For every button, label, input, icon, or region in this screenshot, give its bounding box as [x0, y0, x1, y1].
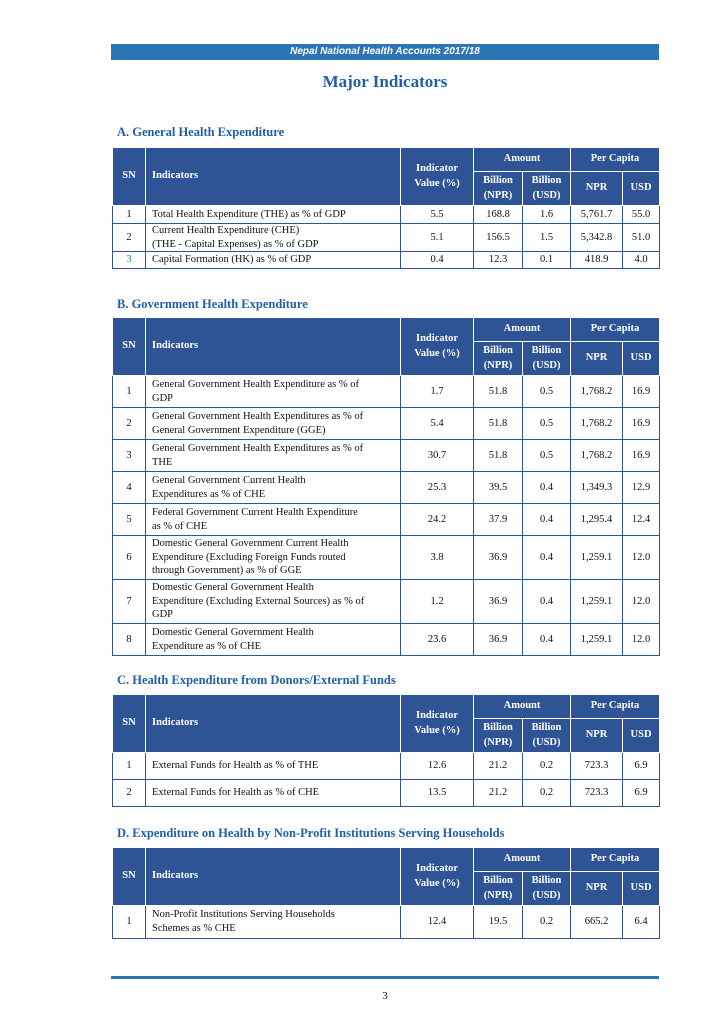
- cell-indicator-value: 5.4: [401, 408, 474, 440]
- cell-indicator-value: 24.2: [401, 504, 474, 536]
- cell-indicator-value: 0.4: [401, 252, 474, 269]
- header-sn: SN: [113, 695, 146, 753]
- header-npr: NPR: [571, 172, 623, 206]
- footer-rule: [111, 976, 659, 979]
- cell-indicator: [146, 440, 401, 472]
- cell-per-capita-usd: 51.0: [623, 224, 660, 252]
- cell-per-capita-usd: 12.0: [623, 580, 660, 624]
- cell-billion-usd: 0.2: [523, 780, 571, 807]
- table-government-health-expenditure: [112, 317, 660, 656]
- cell-billion-usd: 0.2: [523, 906, 571, 939]
- header-indicator-value: [401, 148, 474, 206]
- header-indicator-value-line1: Indicator: [416, 333, 458, 345]
- cell-billion-usd: 0.5: [523, 408, 571, 440]
- header-billion-npr-line1: Billion: [483, 175, 513, 187]
- cell-sn: 2: [113, 408, 146, 440]
- cell-per-capita-usd: 16.9: [623, 440, 660, 472]
- table-row: [113, 376, 660, 408]
- table-row: [113, 472, 660, 504]
- header-billion-usd-line1: Billion: [531, 345, 562, 357]
- cell-indicator-value: 30.7: [401, 440, 474, 472]
- cell-per-capita-usd: 12.0: [623, 536, 660, 580]
- header-billion-usd: [523, 872, 571, 906]
- cell-indicator-value: 13.5: [401, 780, 474, 807]
- header-indicators: Indicators: [146, 848, 401, 906]
- cell-indicator: [146, 206, 401, 224]
- cell-per-capita-usd: 4.0: [623, 252, 660, 269]
- cell-sn: 2: [113, 780, 146, 807]
- header-indicators: Indicators: [146, 318, 401, 376]
- cell-indicator: [146, 580, 401, 624]
- header-npr: NPR: [571, 719, 623, 753]
- cell-per-capita-npr: 1,768.2: [571, 376, 623, 408]
- cell-billion-npr: 37.9: [474, 504, 523, 536]
- cell-billion-npr: 51.8: [474, 440, 523, 472]
- cell-indicator-value: 25.3: [401, 472, 474, 504]
- table-external-funds: [112, 694, 660, 807]
- header-billion-npr: [474, 172, 523, 206]
- cell-sn: 1: [113, 906, 146, 939]
- table-row: [113, 536, 660, 580]
- table-npish-expenditure: [112, 847, 660, 939]
- cell-per-capita-usd: 12.4: [623, 504, 660, 536]
- cell-indicator-value: 12.6: [401, 753, 474, 780]
- header-billion-npr-line2: (NPR): [483, 889, 513, 901]
- header-billion-npr-line1: Billion: [483, 875, 513, 887]
- cell-per-capita-usd: 6.9: [623, 780, 660, 807]
- cell-sn: 1: [113, 376, 146, 408]
- cell-billion-usd: 0.4: [523, 504, 571, 536]
- cell-billion-npr: 39.5: [474, 472, 523, 504]
- cell-indicator-value: 1.7: [401, 376, 474, 408]
- cell-billion-usd: 0.1: [523, 252, 571, 269]
- header-amount: Amount: [474, 848, 571, 872]
- cell-per-capita-npr: 1,768.2: [571, 408, 623, 440]
- indicator-text-line-1: Domestic General Government Health: [152, 626, 314, 638]
- table-row: [113, 252, 660, 269]
- header-indicators: Indicators: [146, 695, 401, 753]
- header-indicator-value: [401, 848, 474, 906]
- header-billion-npr-line1: Billion: [483, 345, 513, 357]
- cell-billion-npr: 19.5: [474, 906, 523, 939]
- cell-billion-npr: 21.2: [474, 780, 523, 807]
- cell-billion-usd: 1.6: [523, 206, 571, 224]
- header-indicator-value-line2: Value (%): [414, 724, 460, 736]
- table-row: [113, 624, 660, 656]
- cell-per-capita-usd: 12.9: [623, 472, 660, 504]
- indicator-text-line-1: Capital Formation (HK) as % of GDP: [152, 254, 312, 266]
- running-header: Nepal National Health Accounts 2017/18: [111, 44, 659, 60]
- table-row: [113, 408, 660, 440]
- cell-billion-usd: 0.4: [523, 624, 571, 656]
- cell-billion-npr: 156.5: [474, 224, 523, 252]
- indicator-text-line-3: GDP: [152, 609, 174, 621]
- header-billion-usd-line1: Billion: [531, 722, 562, 734]
- cell-billion-npr: 36.9: [474, 624, 523, 656]
- header-indicator-value: [401, 318, 474, 376]
- cell-indicator: [146, 536, 401, 580]
- indicator-text-line-2: Expenditures as % of CHE: [152, 488, 266, 500]
- cell-per-capita-usd: 6.4: [623, 906, 660, 939]
- cell-indicator: [146, 472, 401, 504]
- table-row: [113, 753, 660, 780]
- cell-billion-npr: 51.8: [474, 408, 523, 440]
- header-billion-usd-line1: Billion: [531, 175, 562, 187]
- cell-indicator-value: 1.2: [401, 580, 474, 624]
- cell-per-capita-npr: 1,259.1: [571, 536, 623, 580]
- cell-billion-usd: 0.2: [523, 753, 571, 780]
- header-amount: Amount: [474, 318, 571, 342]
- table-row: [113, 504, 660, 536]
- cell-indicator: [146, 780, 401, 807]
- indicator-text-line-1: General Government Current Health: [152, 474, 306, 486]
- page-number: 3: [382, 990, 388, 1002]
- header-indicator-value-line1: Indicator: [416, 163, 458, 175]
- header-billion-usd-line2: (USD): [532, 889, 561, 901]
- cell-sn: 3: [113, 252, 146, 269]
- header-per-capita: Per Capita: [571, 318, 660, 342]
- header-billion-usd: [523, 342, 571, 376]
- indicator-text-line-1: External Funds for Health as % of THE: [152, 760, 319, 772]
- header-billion-npr-line2: (NPR): [483, 736, 513, 748]
- indicator-text-line-3: through Government) as % of GGE: [152, 565, 302, 577]
- section-title-d: D. Expenditure on Health by Non-Profit Institutions Serving Households: [117, 826, 505, 840]
- section-title-c: C. Health Expenditure from Donors/External Funds: [117, 673, 396, 687]
- cell-billion-npr: 21.2: [474, 753, 523, 780]
- header-billion-npr-line2: (NPR): [483, 359, 513, 371]
- cell-indicator: [146, 376, 401, 408]
- header-sn: SN: [113, 848, 146, 906]
- cell-indicator: [146, 252, 401, 269]
- cell-per-capita-usd: 16.9: [623, 376, 660, 408]
- header-indicator-value-line2: Value (%): [414, 177, 460, 189]
- table-row: [113, 906, 660, 939]
- cell-indicator: [146, 906, 401, 939]
- cell-per-capita-npr: 1,259.1: [571, 624, 623, 656]
- indicator-text-line-1: Domestic General Government Current Health: [152, 538, 349, 550]
- table-general-health-expenditure: [112, 147, 660, 269]
- header-sn: SN: [113, 318, 146, 376]
- cell-per-capita-npr: 5,761.7: [571, 206, 623, 224]
- header-per-capita: Per Capita: [571, 695, 660, 719]
- header-indicator-value: [401, 695, 474, 753]
- cell-indicator-value: 5.1: [401, 224, 474, 252]
- indicator-text-line-2: as % of CHE: [152, 520, 208, 532]
- header-indicator-value-line1: Indicator: [416, 863, 458, 875]
- indicator-text-line-1: Total Health Expenditure (THE) as % of GDP: [152, 208, 346, 220]
- header-usd: USD: [623, 172, 660, 206]
- cell-sn: 7: [113, 580, 146, 624]
- indicator-text-line-1: Federal Government Current Health Expenditure: [152, 506, 358, 518]
- cell-sn: 2: [113, 224, 146, 252]
- table-row: [113, 580, 660, 624]
- cell-sn: 8: [113, 624, 146, 656]
- indicator-text-line-1: Current Health Expenditure (CHE): [152, 225, 300, 236]
- header-usd: USD: [623, 872, 660, 906]
- indicator-text-line-2: General Government Expenditure (GGE): [152, 424, 326, 436]
- table-row: [113, 440, 660, 472]
- header-indicator-value-line2: Value (%): [414, 877, 460, 889]
- cell-indicator: [146, 224, 401, 252]
- section-title-b: B. Government Health Expenditure: [117, 297, 308, 311]
- header-billion-npr-line2: (NPR): [483, 189, 513, 201]
- cell-per-capita-npr: 1,295.4: [571, 504, 623, 536]
- cell-per-capita-npr: 1,349.3: [571, 472, 623, 504]
- cell-sn: 5: [113, 504, 146, 536]
- cell-billion-npr: 36.9: [474, 536, 523, 580]
- indicator-text-line-2: Expenditure as % of CHE: [152, 640, 262, 652]
- cell-per-capita-usd: 12.0: [623, 624, 660, 656]
- cell-billion-usd: 0.5: [523, 440, 571, 472]
- header-billion-usd: [523, 172, 571, 206]
- header-per-capita: Per Capita: [571, 148, 660, 172]
- cell-billion-npr: 36.9: [474, 580, 523, 624]
- cell-per-capita-usd: 55.0: [623, 206, 660, 224]
- cell-indicator-value: 5.5: [401, 206, 474, 224]
- header-sn: SN: [113, 148, 146, 206]
- cell-billion-npr: 168.8: [474, 206, 523, 224]
- header-billion-usd-line2: (USD): [532, 189, 561, 201]
- indicator-text-line-2: THE: [152, 456, 173, 468]
- cell-indicator: [146, 753, 401, 780]
- cell-indicator-value: 12.4: [401, 906, 474, 939]
- cell-sn: 4: [113, 472, 146, 504]
- header-billion-usd-line2: (USD): [532, 359, 561, 371]
- cell-indicator-value: 23.6: [401, 624, 474, 656]
- cell-per-capita-usd: 16.9: [623, 408, 660, 440]
- header-amount: Amount: [474, 148, 571, 172]
- indicator-text-line-2: Expenditure (Excluding External Sources) as % of: [152, 595, 365, 607]
- cell-indicator: [146, 408, 401, 440]
- cell-per-capita-npr: 723.3: [571, 753, 623, 780]
- header-indicator-value-line1: Indicator: [416, 710, 458, 722]
- page-title: Major Indicators: [322, 72, 448, 91]
- header-per-capita: Per Capita: [571, 848, 660, 872]
- cell-billion-usd: 0.5: [523, 376, 571, 408]
- table-row: [113, 780, 660, 807]
- section-title-a: A. General Health Expenditure: [117, 125, 285, 139]
- header-billion-npr: [474, 719, 523, 753]
- header-amount: Amount: [474, 695, 571, 719]
- cell-indicator: [146, 624, 401, 656]
- header-indicators: Indicators: [146, 148, 401, 206]
- cell-billion-usd: 0.4: [523, 472, 571, 504]
- cell-sn: 6: [113, 536, 146, 580]
- indicator-text-line-1: Non-Profit Institutions Serving Households: [152, 909, 335, 921]
- header-billion-npr: [474, 342, 523, 376]
- cell-billion-usd: 0.4: [523, 536, 571, 580]
- header-npr: NPR: [571, 342, 623, 376]
- cell-billion-usd: 0.4: [523, 580, 571, 624]
- indicator-text-line-1: General Government Health Expenditures as % of: [152, 442, 364, 454]
- header-billion-usd: [523, 719, 571, 753]
- cell-per-capita-npr: 665.2: [571, 906, 623, 939]
- header-billion-usd-line1: Billion: [531, 875, 562, 887]
- indicator-text-line-1: General Government Health Expenditure as % of: [152, 378, 360, 390]
- header-indicator-value-line2: Value (%): [414, 347, 460, 359]
- cell-indicator-value: 3.8: [401, 536, 474, 580]
- cell-per-capita-npr: 418.9: [571, 252, 623, 269]
- cell-per-capita-npr: 1,259.1: [571, 580, 623, 624]
- cell-billion-npr: 51.8: [474, 376, 523, 408]
- cell-per-capita-usd: 6.9: [623, 753, 660, 780]
- table-row: [113, 224, 660, 252]
- cell-per-capita-npr: 1,768.2: [571, 440, 623, 472]
- cell-per-capita-npr: 723.3: [571, 780, 623, 807]
- indicator-text-line-1: General Government Health Expenditures as % of: [152, 410, 364, 422]
- indicator-text-line-1: External Funds for Health as % of CHE: [152, 787, 320, 799]
- indicator-text-line-2: GDP: [152, 392, 174, 404]
- indicator-text-line-2: Expenditure (Excluding Foreign Funds routed: [152, 551, 346, 563]
- header-usd: USD: [623, 342, 660, 376]
- table-row: [113, 206, 660, 224]
- cell-billion-npr: 12.3: [474, 252, 523, 269]
- cell-indicator: [146, 504, 401, 536]
- indicator-text-line-2: Schemes as % CHE: [152, 923, 236, 934]
- header-billion-npr: [474, 872, 523, 906]
- header-npr: NPR: [571, 872, 623, 906]
- cell-sn: 3: [113, 440, 146, 472]
- header-billion-npr-line1: Billion: [483, 722, 513, 734]
- cell-per-capita-npr: 5,342.8: [571, 224, 623, 252]
- cell-sn: 1: [113, 753, 146, 780]
- header-billion-usd-line2: (USD): [532, 736, 561, 748]
- cell-sn: 1: [113, 206, 146, 224]
- cell-billion-usd: 1.5: [523, 224, 571, 252]
- indicator-text-line-1: Domestic General Government Health: [152, 582, 314, 594]
- header-usd: USD: [623, 719, 660, 753]
- indicator-text-line-2: (THE - Capital Expenses) as % of GDP: [152, 238, 319, 250]
